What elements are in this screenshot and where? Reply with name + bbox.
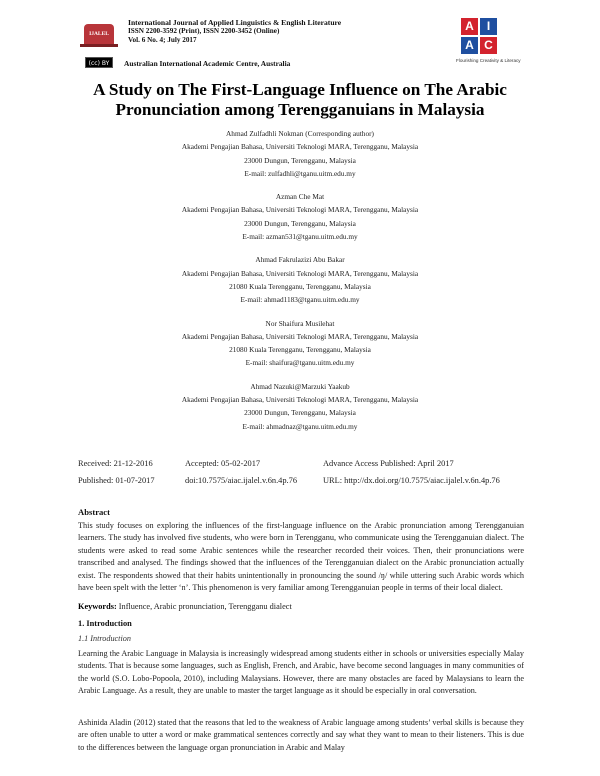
author-name: Ahmad Nazuki@Marzuki Yaakub: [250, 381, 350, 391]
doi[interactable]: doi:10.7575/aiac.ijalel.v.6n.4p.76: [185, 476, 298, 485]
section-heading: 1. Introduction: [78, 619, 132, 628]
dates-row: [78, 459, 558, 476]
keywords: [78, 602, 524, 611]
paper-title-line: Pronunciation among Terengganuians in Malaysia: [115, 100, 485, 119]
author-block: [0, 380, 600, 433]
aiac-letter: I: [480, 18, 497, 35]
paper-title-line: A Study on The First-Language Influence on The Arabic: [93, 80, 507, 99]
author-affiliation: Akademi Pengajian Bahasa, Universiti Teknologi MARA, Terengganu, Malaysia: [181, 142, 419, 152]
publication-dates: [78, 459, 558, 493]
author-email[interactable]: E-mail: zulfadhli@tganu.uitm.edu.my: [244, 168, 356, 178]
accepted-date: Accepted: 05-02-2017: [185, 459, 261, 468]
author-address: 21080 Kuala Terengganu, Terengganu, Malaysia: [229, 281, 371, 291]
keywords-text: Influence, Arabic pronunciation, Terengganu dialect: [116, 602, 292, 611]
author-block: [0, 253, 600, 306]
author-address: 23000 Dungun, Terengganu, Malaysia: [244, 408, 356, 418]
journal-header: [0, 0, 600, 75]
author-address: 23000 Dungun, Terengganu, Malaysia: [244, 155, 356, 165]
author-affiliation: Akademi Pengajian Bahasa, Universiti Teknologi MARA, Terengganu, Malaysia: [181, 395, 419, 405]
body-paragraph: Learning the Arabic Language in Malaysia is increasingly widespread among students either in schools or universities especially Malay students. That is because some languages, such as English, French, and Arabic, have become second languages in many communities of the world (S.O. Lobo-Popoola, 2010), including Malaysians. However, there are many obstacles are faced by Malaysians to learn the Arabic Language. As a result, they are unable to master the target language as it should be especially in oral conversation.: [78, 649, 524, 696]
abstract-body: This study focuses on exploring the influences of the first-language influence on the Arabic pronunciation among Terengganuian learners. The study has involved five students, who were born in Terengganu, who communicate using the Terengganuian dialect. The students were asked to read some Arabic sentences while the researcher recorded their voices. Then, their pronunciations were transcribed and analysed. The findings showed that the influences of the Terengganuian dialect on the Arabic pronunciation actually exist. The respondents showed that their habits unintentionally in pronouncing the sound /ŋ/ while uttering such Arabic words which have been spelt with the letter ‘n’. This phenomenon is very familiar among Terengganuian people in terms of their local dialect.: [78, 521, 524, 593]
author-email[interactable]: E-mail: ahmadnaz@tganu.uitm.edu.my: [242, 421, 358, 431]
aiac-letter: A: [461, 37, 478, 54]
author-affiliation: Akademi Pengajian Bahasa, Universiti Teknologi MARA, Terengganu, Malaysia: [181, 205, 419, 215]
creative-commons-badge[interactable]: (cc) BY: [85, 57, 113, 68]
journal-name: International Journal of Applied Linguistics & English Literature: [128, 18, 342, 27]
aiac-logo: [461, 18, 497, 54]
journal-logo: IJALEL: [84, 24, 114, 44]
author-block: [0, 190, 600, 243]
paper-title: [40, 80, 560, 120]
subsection-heading: 1.1 Introduction: [78, 634, 131, 643]
author-address: 21080 Kuala Terengganu, Terengganu, Malaysia: [229, 345, 371, 355]
author-block: [0, 127, 600, 180]
author-list: [0, 127, 600, 443]
abstract-heading: Abstract: [78, 507, 110, 517]
aiac-letter: A: [461, 18, 478, 35]
published-date: Published: 01-07-2017: [78, 476, 155, 485]
author-name: Nor Shaifura Musilehat: [265, 318, 335, 328]
author-block: [0, 317, 600, 370]
author-email[interactable]: E-mail: ahmad1183@tganu.uitm.edu.my: [240, 295, 360, 305]
body-paragraph: Ashinida Aladin (2012) stated that the reasons that led to the weakness of Arabic language among students’ verbal skills is because they are often unable to utter a word or make grammatical sentences correctly and say what they want to mean to their listeners. This is due to the differences between the language organ pronunciation in Arabic and Malay: [78, 718, 524, 752]
author-affiliation: Akademi Pengajian Bahasa, Universiti Teknologi MARA, Terengganu, Malaysia: [181, 331, 419, 341]
author-name: Azman Che Mat: [275, 192, 325, 202]
journal-issn: ISSN 2200-3592 (Print), ISSN 2200-3452 (Online): [128, 27, 280, 35]
journal-logo-base: [80, 44, 118, 47]
keywords-label: Keywords:: [78, 602, 117, 611]
advance-access-date: Advance Access Published: April 2017: [323, 459, 454, 468]
journal-volume: Vol. 6 No. 4; July 2017: [128, 36, 197, 44]
dates-row: [78, 476, 558, 493]
aiac-tagline: Flourishing Creativity & Literacy: [456, 58, 521, 63]
author-email[interactable]: E-mail: azman531@tganu.uitm.edu.my: [242, 232, 358, 242]
doi-url[interactable]: URL: http://dx.doi.org/10.7575/aiac.ijalel.v.6n.4p.76: [323, 476, 500, 485]
publisher-name: Australian International Academic Centre, Australia: [124, 59, 291, 68]
author-name: Ahmad Fakrulazizi Abu Bakar: [255, 255, 345, 265]
aiac-letter: C: [480, 37, 497, 54]
author-name: Ahmad Zulfadhli Nokman (Corresponding author): [226, 129, 374, 138]
received-date: Received: 21-12-2016: [78, 459, 153, 468]
author-affiliation: Akademi Pengajian Bahasa, Universiti Teknologi MARA, Terengganu, Malaysia: [181, 268, 419, 278]
author-email[interactable]: E-mail: shaifura@tganu.uitm.edu.my: [245, 358, 355, 368]
author-address: 23000 Dungun, Terengganu, Malaysia: [244, 218, 356, 228]
